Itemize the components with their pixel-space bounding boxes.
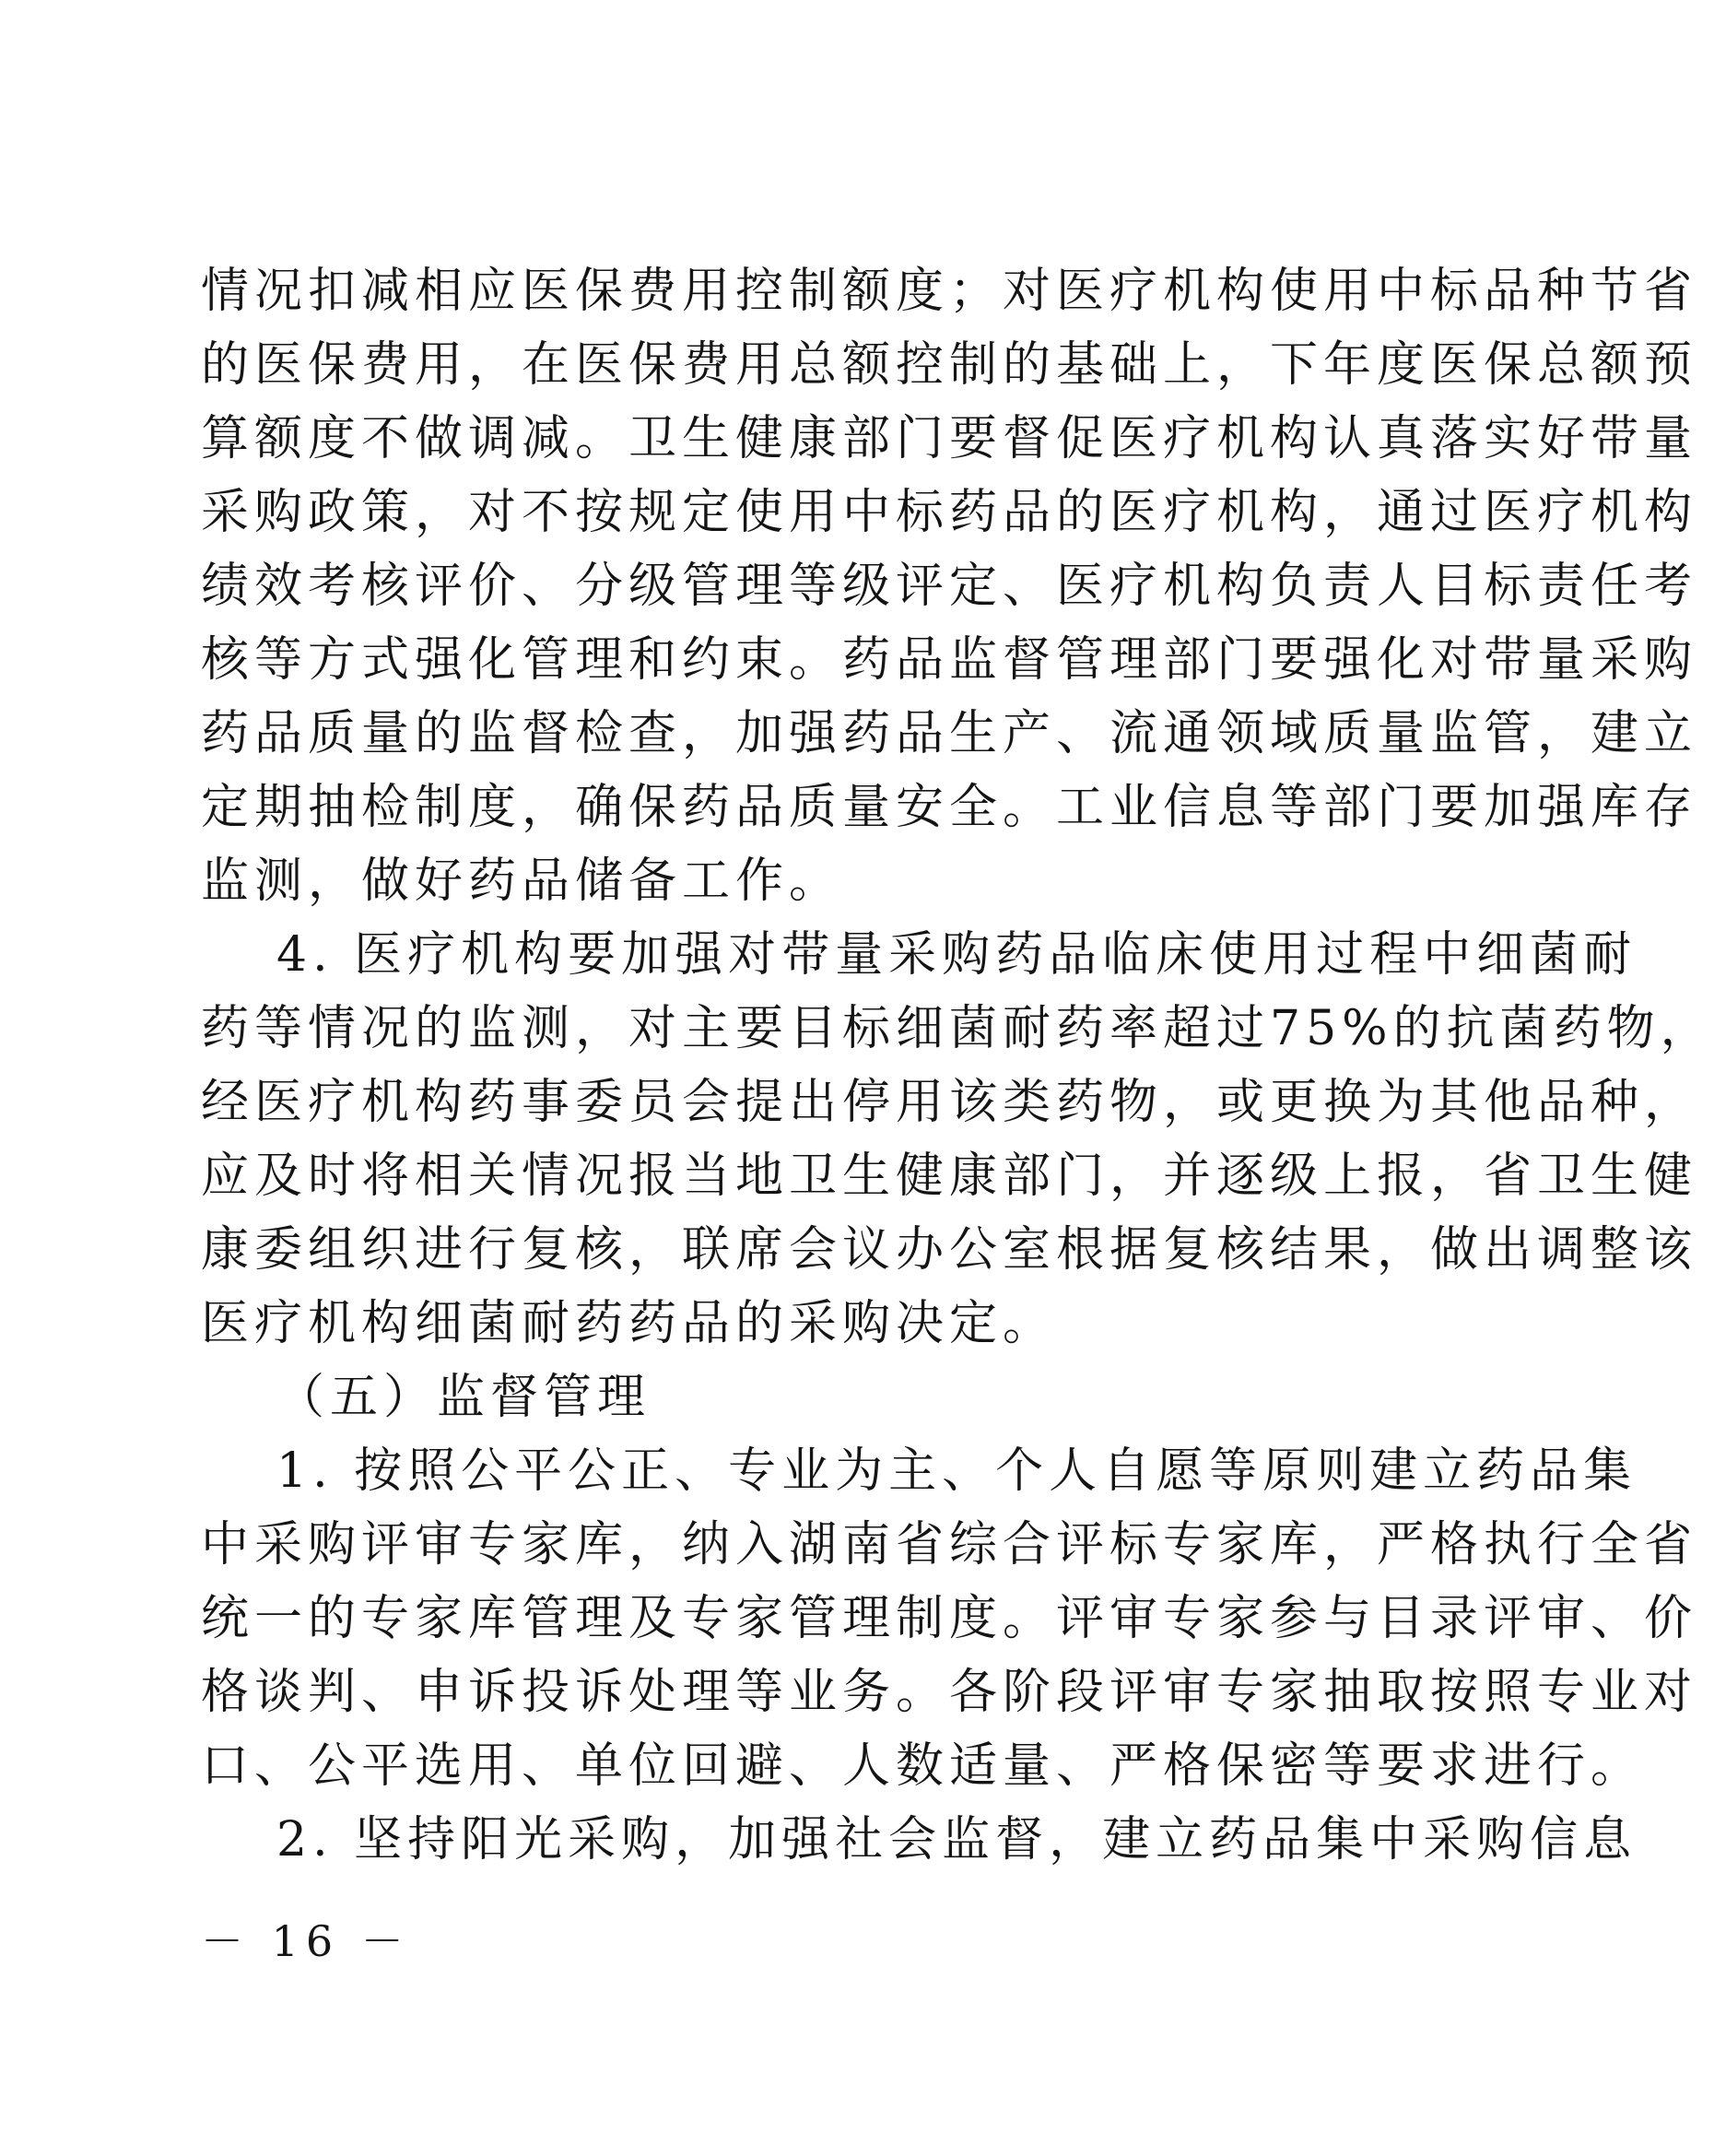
text-line-20: 格谈判、申诉投诉处理等业务。各阶段评审专家抽取按照专业对 [201, 1665, 1698, 1720]
text-line-5: 绩效考核评价、分级管理等级评定、医疗机构负责人目标责任考 [201, 559, 1698, 614]
page-number: － 16 － [201, 1916, 411, 1966]
text-line-17: 1. 按照公平公正、专业为主、个人自愿等原则建立药品集 [276, 1443, 1638, 1499]
text-line-21: 口、公平选用、单位回避、人数适量、严格保密等要求进行。 [201, 1738, 1645, 1794]
text-line-2: 的医保费用，在医保费用总额控制的基础上，下年度医保总额预 [201, 337, 1698, 393]
text-line-3: 算额度不做调减。卫生健康部门要督促医疗机构认真落实好带量 [201, 411, 1698, 466]
text-line-7: 药品质量的监督检查，加强药品生产、流通领域质量监管，建立 [201, 706, 1698, 761]
text-line-15: 医疗机构细菌耐药药品的采购决定。 [201, 1296, 1057, 1351]
section-heading: （五）监督管理 [276, 1370, 652, 1425]
text-line-18: 中采购评审专家库，纳入湖南省综合评标专家库，严格执行全省 [201, 1517, 1698, 1573]
text-line-19: 统一的专家库管理及专家管理制度。评审专家参与目录评审、价 [201, 1591, 1698, 1646]
text-line-22: 2. 坚持阳光采购，加强社会监督，建立药品集中采购信息 [276, 1812, 1638, 1867]
text-line-6: 核等方式强化管理和约束。药品监督管理部门要强化对带量采购 [201, 632, 1698, 688]
text-line-9: 监测，做好药品储备工作。 [201, 854, 843, 909]
text-line-8: 定期抽检制度，确保药品质量安全。工业信息等部门要加强库存 [201, 780, 1698, 835]
text-line-10: 4. 医疗机构要加强对带量采购药品临床使用过程中细菌耐 [276, 927, 1638, 983]
text-line-12: 经医疗机构药事委员会提出停用该类药物，或更换为其他品种， [201, 1075, 1698, 1130]
text-line-13: 应及时将相关情况报当地卫生健康部门，并逐级上报，省卫生健 [201, 1149, 1698, 1204]
text-line-14: 康委组织进行复核，联席会议办公室根据复核结果，做出调整该 [201, 1222, 1698, 1278]
text-line-1: 情况扣减相应医保费用控制额度；对医疗机构使用中标品种节省 [201, 264, 1698, 319]
text-line-4: 采购政策，对不按规定使用中标药品的医疗机构，通过医疗机构 [201, 485, 1698, 540]
text-line-11: 药等情况的监测，对主要目标细菌耐药率超过75%的抗菌药物， [201, 1001, 1714, 1056]
